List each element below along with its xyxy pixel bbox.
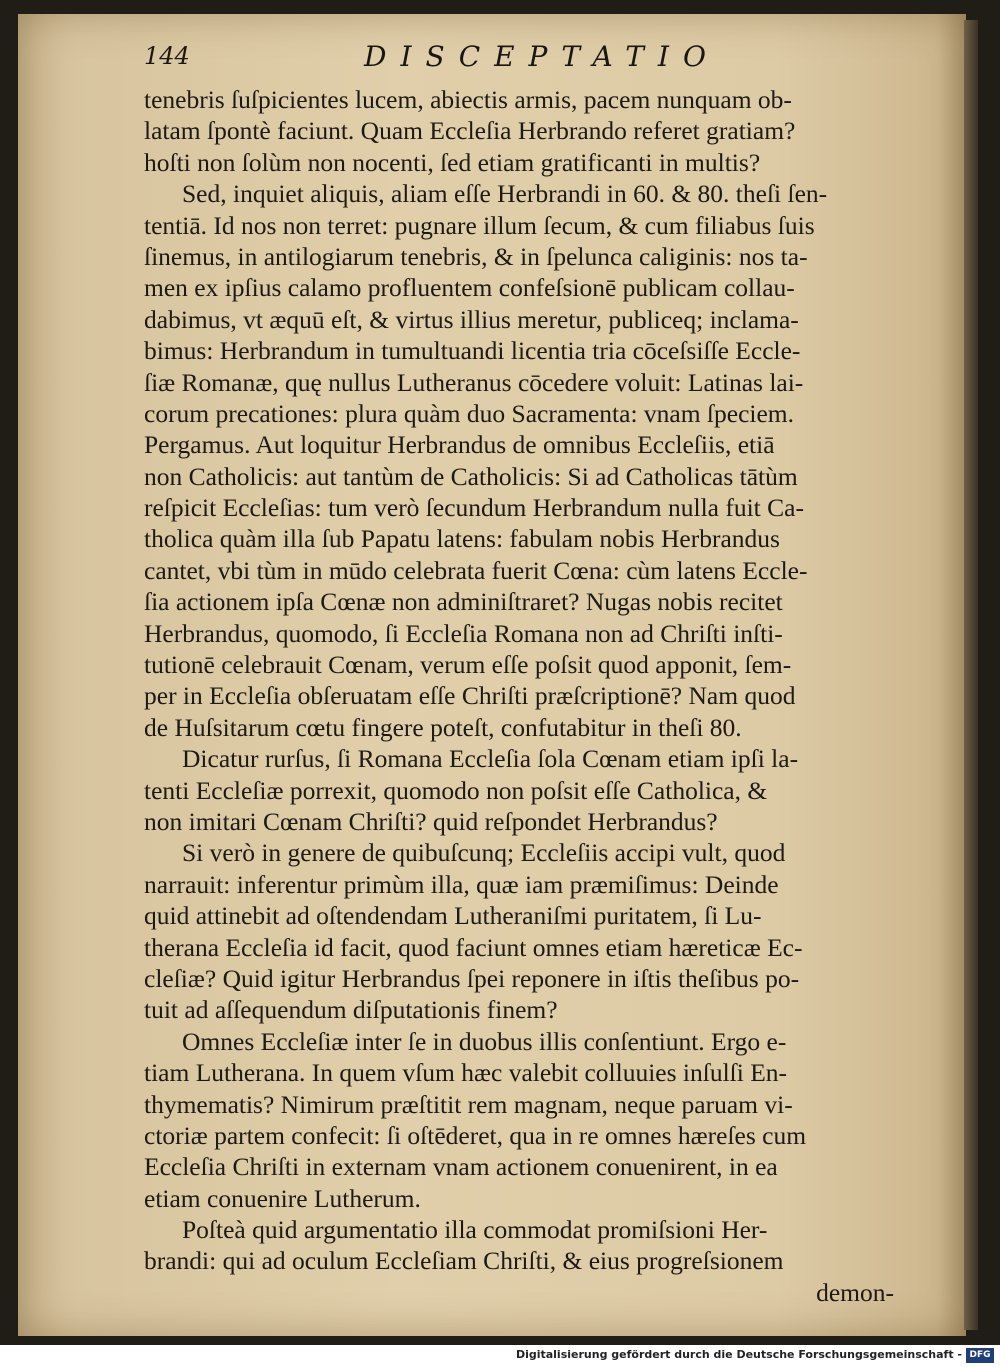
text-line: quid attinebit ad oſtendendam Lutheraniſmi puritatem, ſi Lu- — [144, 901, 762, 931]
text-line: etiam conuenire Lutherum. — [144, 1183, 421, 1213]
text-line: corum precationes: plura quàm duo Sacramenta: vnam ſpeciem. — [144, 398, 795, 428]
text-line: tenti Eccleſiæ porrexit, quomodo non poſsit eſſe Catholica, & — [144, 775, 768, 805]
text-line: Dicatur rurſus, ſi Romana Eccleſia ſola Cœnam etiam ipſi la- — [182, 744, 799, 774]
text-line: thymematis? Nimirum præſtitit rem magnam, neque paruam vi- — [144, 1089, 793, 1119]
dfg-logo: DFG — [966, 1348, 994, 1363]
body-text — [144, 84, 894, 1308]
catchword: demon- — [816, 1277, 894, 1307]
text-line: tentiā. Id nos non terret: pugnare illum ſecum, & cum filiabus ſuis — [144, 210, 815, 240]
text-line: bimus: Herbrandum in tumultuandi licentia tria cōceſsiſſe Eccle- — [144, 336, 801, 366]
text-line: latam ſpontè faciunt. Quam Eccleſia Herbrando referet gratiam? — [144, 116, 796, 146]
text-line: reſpicit Eccleſias: tum verò ſecundum Herbrandum nulla fuit Ca- — [144, 493, 804, 523]
text-line: Omnes Eccleſiæ inter ſe in duobus illis conſentiunt. Ergo e- — [182, 1026, 787, 1056]
text-line: ſiæ Romanæ, quę nullus Lutheranus cōcedere voluit: Latinas lai- — [144, 367, 804, 397]
text-line: Si verò in genere de quibuſcunq; Eccleſiis accipi vult, quod — [182, 838, 786, 868]
text-line: Herbrandus, quomodo, ſi Eccleſia Romana non ad Chriſti inſti- — [144, 618, 783, 648]
text-line: Poſteà quid argumentatio illa commodat promiſsioni Her- — [182, 1215, 768, 1245]
text-line: tutionē celebrauit Cœnam, verum eſſe poſsit quod apponit, ſem- — [144, 650, 792, 680]
text-line: Eccleſia Chriſti in externam vnam actionem conuenirent, in ea — [144, 1152, 778, 1182]
text-line: tiam Lutherana. In quem vſum hæc valebit colluuies inſulſi En- — [144, 1058, 788, 1088]
text-line: tholica quàm illa ſub Papatu latens: fabulam nobis Herbrandus — [144, 524, 780, 554]
text-line: de Huſsitarum cœtu fingere poteſt, confutabitur in theſi 80. — [144, 712, 742, 742]
running-title: DISCEPTATIO — [364, 40, 720, 73]
text-line: tuit ad aſſequendum diſputationis finem? — [144, 995, 558, 1025]
footer-bar — [0, 1345, 1000, 1367]
text-line: ctoriæ partem confecit: ſi oſtēderet, qua in re omnes hæreſes cum — [144, 1120, 807, 1150]
text-line: men ex ipſius calamo profluentem confeſsionē publicam collau- — [144, 273, 795, 303]
text-line: Pergamus. Aut loquitur Herbrandus de omnibus Eccleſiis, etiā — [144, 430, 775, 460]
text-line: non imitari Cœnam Chriſti? quid reſpondet Herbrandus? — [144, 806, 718, 836]
text-line: Sed, inquiet aliquis, aliam eſſe Herbrandi in 60. & 80. theſi ſen- — [182, 179, 828, 209]
text-line: ſia actionem ipſa Cœnæ non adminiſtraret? Nugas nobis recitet — [144, 587, 783, 617]
text-line: therana Eccleſia id facit, quod faciunt omnes etiam hæreticæ Ec- — [144, 932, 803, 962]
text-line: dabimus, vt æquū eſt, & virtus illius meretur, publiceq; inclama- — [144, 304, 799, 334]
page-number: 144 — [144, 42, 190, 70]
text-line: ſinemus, in antilogiarum tenebris, & in ſpelunca caliginis: nos ta- — [144, 241, 808, 271]
text-line: brandi: qui ad oculum Eccleſiam Chriſti, & eius progreſsionem — [144, 1246, 784, 1276]
text-line: cantet, vbi tùm in mūdo celebrata fuerit Cœna: cùm latens Eccle- — [144, 555, 808, 585]
text-line: narrauit: inferentur primùm illa, quæ iam præmiſimus: Deinde — [144, 869, 779, 899]
text-line: tenebris ſuſpicientes lucem, abiectis armis, pacem nunquam ob- — [144, 85, 792, 114]
text-line: non Catholicis: aut tantùm de Catholicis: Si ad Catholicas tātùm — [144, 461, 798, 491]
footer-credit: Digitalisierung gefördert durch die Deutsche Forschungsgemeinschaft - — [515, 1348, 962, 1361]
text-line: hoſti non ſolùm non nocenti, ſed etiam gratificanti in multis? — [144, 147, 761, 177]
running-head — [144, 40, 864, 80]
text-line: cleſiæ? Quid igitur Herbrandus ſpei reponere in iſtis theſibus po- — [144, 963, 800, 993]
text-line: per in Eccleſia obſeruatam eſſe Chriſti præſcriptionē? Nam quod — [144, 681, 796, 711]
page-edge-shadow — [964, 20, 978, 1330]
